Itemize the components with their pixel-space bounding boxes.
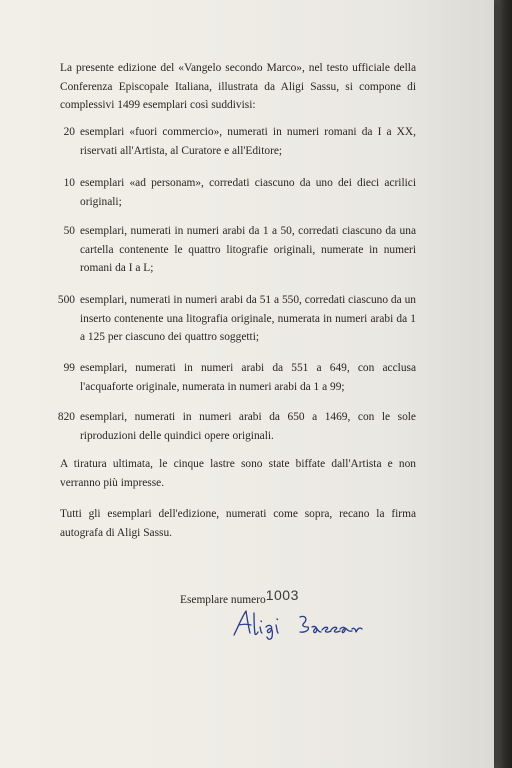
handwritten-signature xyxy=(230,605,410,641)
edition-entry xyxy=(50,408,416,445)
edition-entry xyxy=(50,359,416,396)
entry-text: esemplari, numerati in numeri arabi da 1 a 50, corredati ciascuno da una cartella contenente le quattro litografie originali, numerate in numeri romani da I a L; xyxy=(80,225,416,274)
entry-count: 500 xyxy=(57,294,75,306)
edition-entry xyxy=(50,222,416,278)
intro-paragraph: La presente edizione del «Vangelo secondo Marco», nel testo ufficiale della Conferenza Episcopale Italiana, illustrata da Aligi Sassu, si compone di complessivi 1499 esemplari così suddivisi: xyxy=(60,62,416,111)
closing-paragraph: Tutti gli esemplari dell'edizione, numerati come sopra, recano la firma autografa di Aligi Sassu. xyxy=(60,508,416,539)
edition-entry xyxy=(50,174,416,211)
entry-text: esemplari, numerati in numeri arabi da 551 a 649, con acclusa l'acquaforte originale, numerata in numeri arabi da 1 a 99; xyxy=(80,362,416,393)
copy-number-value: 1003 xyxy=(265,587,299,603)
entry-text: esemplari «ad personam», corredati ciascuno da uno dei dieci acrilici originali; xyxy=(80,177,416,208)
entry-text: esemplari, numerati in numeri arabi da 650 a 1469, con le sole riproduzioni delle quindici opere originali. xyxy=(80,411,416,442)
edition-entry xyxy=(50,291,416,347)
entry-count: 10 xyxy=(63,177,75,189)
copy-number-label: Esemplare numero xyxy=(180,594,266,606)
edition-entry xyxy=(50,123,416,160)
closing-paragraph: A tiratura ultimata, le cinque lastre sono state biffate dall'Artista e non verranno più impresse. xyxy=(60,458,416,489)
entry-count: 820 xyxy=(57,411,75,423)
entry-text: esemplari, numerati in numeri arabi da 51 a 550, corredati ciascuno da un inserto contenente una litografia originale, numerata in numeri arabi da 1 a 125 per ciascuno dei quattro soggetti; xyxy=(80,294,416,343)
entry-count: 20 xyxy=(63,126,75,138)
entry-count: 99 xyxy=(63,362,75,374)
entry-text: esemplari «fuori commercio», numerati in numeri romani da I a XX, riservati all'Artista, al Curatore e all'Editore; xyxy=(80,126,416,157)
entry-count: 50 xyxy=(63,225,75,237)
page-edge-shadow xyxy=(494,0,512,768)
